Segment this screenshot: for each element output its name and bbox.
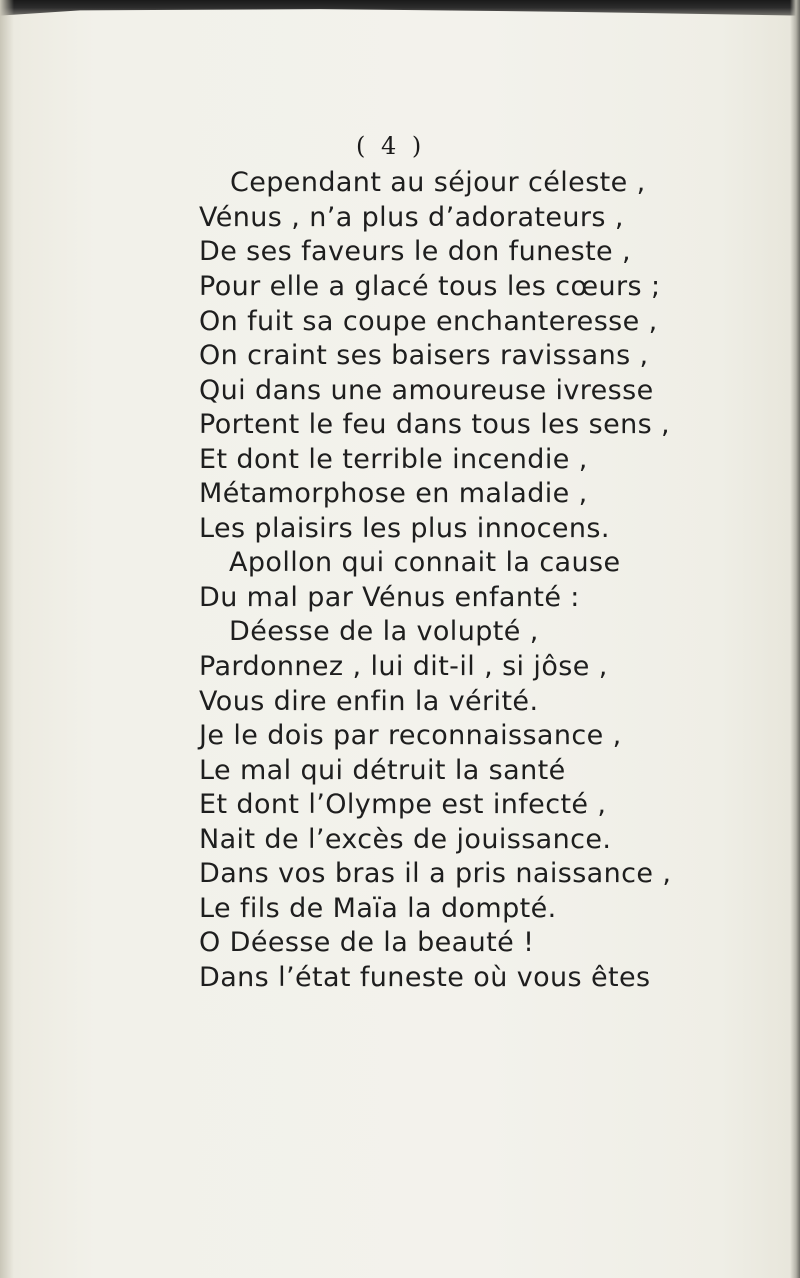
verse-line-12: Apollon qui connait la cause xyxy=(229,547,621,578)
page-top-shadow xyxy=(0,0,800,26)
verse-line-11: Les plaisirs les plus innocens. xyxy=(199,513,610,544)
verse-line-21: Dans vos bras il a pris naissance , xyxy=(199,858,672,889)
page-right-shadow xyxy=(790,0,800,1278)
verse-line-2: Vénus , n’a plus d’adorateurs , xyxy=(199,202,624,233)
verse-line-23: O Déesse de la beauté ! xyxy=(199,927,535,958)
verse-line-18: Le mal qui détruit la santé xyxy=(199,755,566,786)
verse-line-16: Vous dire enfin la vérité. xyxy=(199,686,539,717)
verse-line-8: Portent le feu dans tous les sens , xyxy=(199,409,671,440)
verse-line-7: Qui dans une amoureuse ivresse xyxy=(199,375,654,406)
verse-line-15: Pardonnez , lui dit-il , si jôse , xyxy=(199,651,608,682)
verse-line-17: Je le dois par reconnaissance , xyxy=(199,720,622,751)
page-left-shadow xyxy=(0,0,14,1278)
verse-line-10: Métamorphose en maladie , xyxy=(199,478,588,509)
verse-line-24: Dans l’état funeste où vous êtes xyxy=(199,962,651,993)
page-number: ( 4 ) xyxy=(356,132,426,160)
verse-line-6: On craint ses baisers ravissans , xyxy=(199,340,649,371)
verse-line-9: Et dont le terrible incendie , xyxy=(199,444,588,475)
verse-line-4: Pour elle a glacé tous les cœurs ; xyxy=(199,271,661,302)
verse-line-14: Déesse de la volupté , xyxy=(229,616,539,647)
verse-line-1: Cependant au séjour céleste , xyxy=(230,167,646,198)
verse-line-20: Nait de l’excès de jouissance. xyxy=(199,824,612,855)
verse-line-3: De ses faveurs le don funeste , xyxy=(199,236,632,267)
verse-line-19: Et dont l’Olympe est infecté , xyxy=(199,789,607,820)
verse-line-13: Du mal par Vénus enfanté : xyxy=(199,582,580,613)
verse-line-22: Le fils de Maïa la dompté. xyxy=(199,893,557,924)
verse-line-5: On fuit sa coupe enchanteresse , xyxy=(199,306,658,337)
